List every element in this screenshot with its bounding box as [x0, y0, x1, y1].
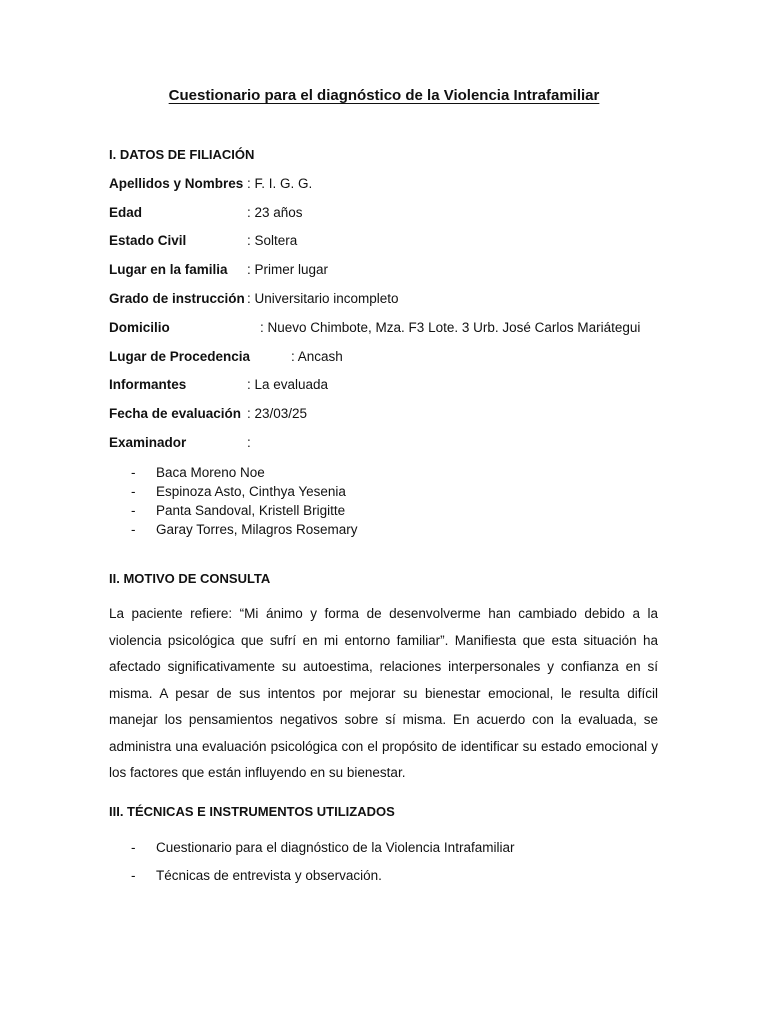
field-label: Edad [109, 205, 143, 220]
field-value: : Soltera [247, 233, 298, 248]
examiner-name: Baca Moreno Noe [156, 465, 265, 480]
field-edad [109, 205, 303, 220]
field-value: : F. I. G. G. [247, 176, 313, 191]
field-fecha-evaluacion [109, 406, 307, 421]
bullet-dash: - [131, 868, 136, 883]
examiner-name: Garay Torres, Milagros Rosemary [156, 522, 358, 537]
motivo-consulta-paragraph: La paciente refiere: “Mi ánimo y forma de desenvolverme han cambiado debido a la violencia psicológica que sufrí en mi entorno familiar”. Manifiesta que esta situación ha afectado significativamente su autoestima, relaciones interpersonales y confianza en sí misma. A pesar de sus intentos por mejorar su bienestar emocional, le resulta difícil manejar los pensamientos negativos sobre sí misma. En acuerdo con la evaluada, se administra una evaluación psicológica con el propósito de identificar su estado emocional y los factores que están influyendo en su bienestar. [109, 606, 658, 780]
field-examinador [109, 435, 251, 450]
field-apellidos-nombres [109, 176, 312, 191]
section-heading-tecnicas: III. TÉCNICAS E INSTRUMENTOS UTILIZADOS [109, 804, 395, 819]
field-value: : Primer lugar [247, 262, 329, 277]
field-grado-instruccion [109, 291, 399, 306]
bullet-dash: - [131, 484, 136, 499]
document-title-text: Cuestionario para el diagnóstico de la Violencia Intrafamiliar [168, 87, 600, 104]
field-label: Lugar de Procedencia [109, 349, 251, 364]
field-value: : Universitario incompleto [247, 291, 399, 306]
field-lugar-procedencia [109, 349, 343, 364]
examiner-name: Espinoza Asto, Cinthya Yesenia [156, 484, 346, 499]
list-item-instrument [131, 868, 382, 883]
bullet-dash: - [131, 503, 136, 518]
list-item-examiner [131, 503, 345, 518]
field-label: Fecha de evaluación [109, 406, 242, 421]
bullet-dash: - [131, 522, 136, 537]
field-lugar-familia [109, 262, 328, 277]
field-label: Examinador [109, 435, 187, 450]
field-label: Domicilio [109, 320, 170, 335]
bullet-dash: - [131, 840, 136, 855]
section-heading-motivo-consulta: II. MOTIVO DE CONSULTA [109, 571, 271, 586]
field-value: : Ancash [291, 349, 343, 364]
field-value: : [247, 435, 251, 450]
list-item-examiner [131, 522, 358, 537]
list-item-examiner [131, 465, 265, 480]
field-value: : La evaluada [247, 377, 329, 392]
field-label: Grado de instrucción [109, 291, 245, 306]
field-value: : Nuevo Chimbote, Mza. F3 Lote. 3 Urb. José Carlos Mariátegui [260, 320, 641, 335]
examiner-name: Panta Sandoval, Kristell Brigitte [156, 503, 346, 518]
field-label: Lugar en la familia [109, 262, 228, 277]
field-value: : 23/03/25 [247, 406, 308, 421]
section-heading-datos-filiacion: I. DATOS DE FILIACIÓN [109, 147, 255, 162]
instrument-name: Cuestionario para el diagnóstico de la Violencia Intrafamiliar [156, 840, 515, 855]
field-label: Apellidos y Nombres [109, 176, 244, 191]
instrument-name: Técnicas de entrevista y observación. [156, 868, 382, 883]
field-estado-civil [109, 233, 297, 248]
bullet-dash: - [131, 465, 136, 480]
field-informantes [109, 377, 328, 392]
document-title [0, 87, 768, 104]
field-label: Estado Civil [109, 233, 187, 248]
field-domicilio [109, 320, 640, 335]
field-value: : 23 años [247, 205, 303, 220]
field-label: Informantes [109, 377, 187, 392]
list-item-examiner [131, 484, 346, 499]
list-item-instrument [131, 840, 514, 855]
